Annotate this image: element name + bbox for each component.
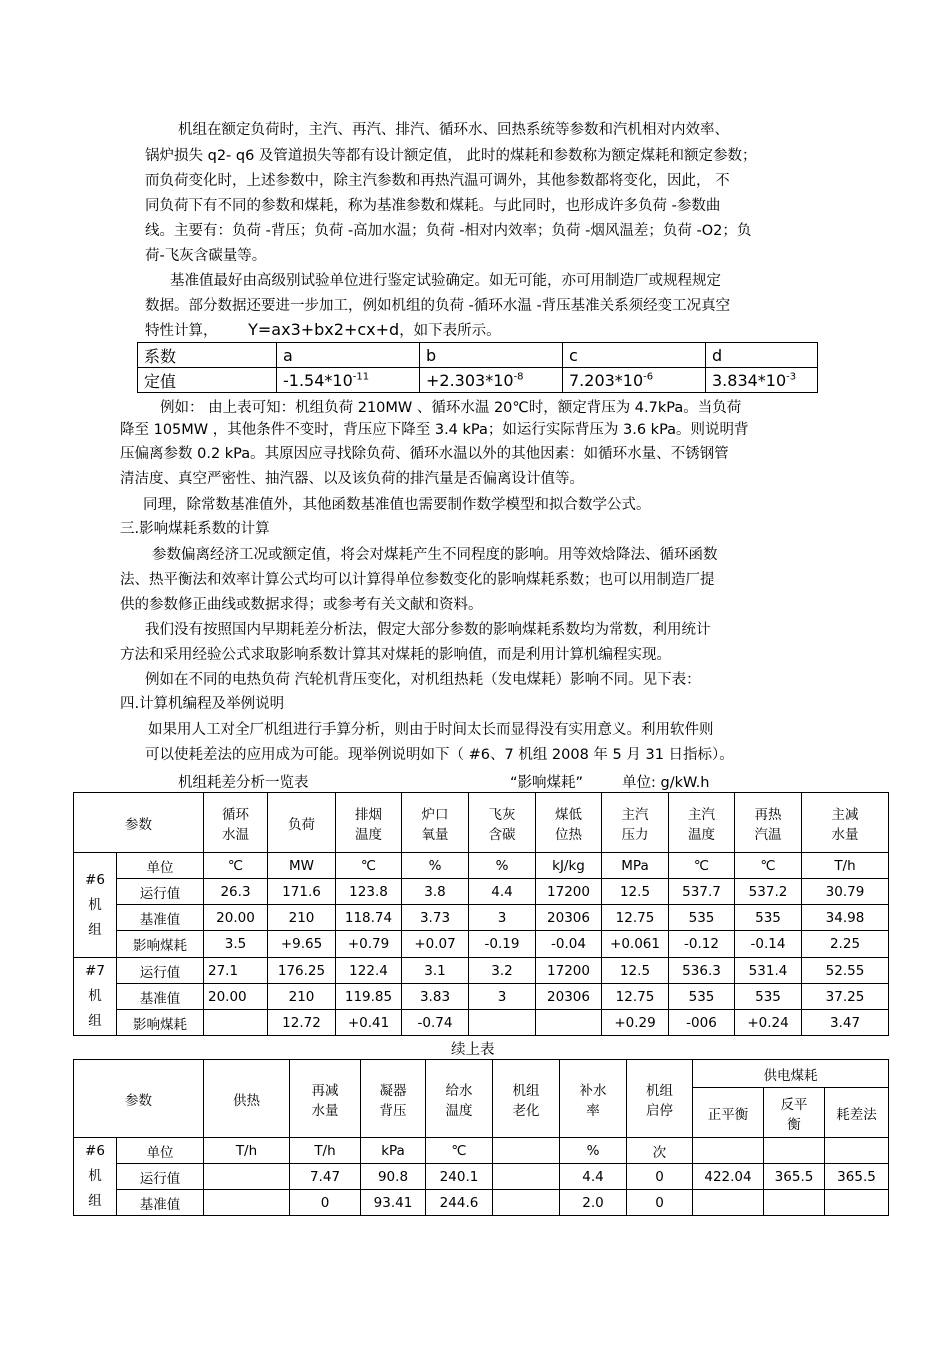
- para1-line2: 锅炉损失 q2- q6 及管道损失等都有设计额定值， 此时的煤耗和参数称为额定煤耗和额定参数；: [145, 148, 757, 164]
- table-cell: 537.2: [735, 879, 802, 905]
- group-header: 供电煤耗: [693, 1060, 889, 1088]
- row-label: 基准值: [117, 1190, 204, 1216]
- coef-value: $7.203*10^{-6}$: [563, 368, 706, 393]
- table-cell: 365.5: [825, 1164, 889, 1190]
- table-cell: 531.4: [735, 958, 802, 984]
- table-cell: 90.8: [361, 1164, 426, 1190]
- table-cell: [825, 1138, 889, 1164]
- coef-header: d: [706, 343, 818, 368]
- para1-line4: 同负荷下有不同的参数和煤耗，称为基准参数和煤耗。与此同时，也形成许多负荷 -参数曲: [145, 198, 721, 214]
- para3-line2: 降至 105MW ，其他条件不变时，背压应下降至 3.4 kPa；如运行实际背压为 3.6 kPa。则说明背: [120, 422, 749, 438]
- para1-line3: 而负荷变化时，上述参数中，除主汽参数和再热汽温可调外，其他参数都将变化，因此， 不: [145, 173, 730, 189]
- para3-line5: 同理，除常数基准值外，其他函数基准值也需要制作数学模型和拟合数学公式。: [143, 497, 651, 513]
- table-cell: T/h: [802, 853, 889, 879]
- table-cell: +9.65: [268, 931, 336, 958]
- table-cell: 537.7: [669, 879, 735, 905]
- sec3-line2: 法、热平衡法和效率计算公式均可以计算得单位参数变化的影响煤耗系数；也可以用制造厂提: [120, 572, 715, 588]
- table-cell: 3.2: [469, 958, 536, 984]
- table-cell: 3.47: [802, 1010, 889, 1036]
- table-cell: kJ/kg: [536, 853, 602, 879]
- table-cell: [469, 1010, 536, 1036]
- table-cell: 0: [627, 1164, 693, 1190]
- table-cell: 52.55: [802, 958, 889, 984]
- table-cell: +0.24: [735, 1010, 802, 1036]
- table-cell: 17200: [536, 958, 602, 984]
- table-cell: 93.41: [361, 1190, 426, 1216]
- column-header: 主减 水量: [802, 793, 889, 853]
- table-cell: 171.6: [268, 879, 336, 905]
- table2-caption: 续上表: [451, 1042, 495, 1058]
- row-label: 影响煤耗: [117, 931, 204, 958]
- para1-line5: 线。主要有：负荷 -背压；负荷 -高加水温；负荷 -相对内效率；负荷 -烟风温差；负荷 -O2；负: [145, 223, 752, 239]
- table-cell: [764, 1190, 825, 1216]
- table-cell: 122.4: [336, 958, 402, 984]
- table-cell: 210: [268, 905, 336, 931]
- column-header: 排烟 温度: [336, 793, 402, 853]
- table-cell: [493, 1138, 560, 1164]
- row-label: 基准值: [117, 984, 204, 1010]
- sec4-line1: 如果用人工对全厂机组进行手算分析，则由于时间太长而显得没有实用意义。利用软件则: [148, 722, 714, 738]
- table-cell: 118.74: [336, 905, 402, 931]
- row-label: 单位: [117, 853, 204, 879]
- column-header: 主汽 温度: [669, 793, 735, 853]
- table-cell: +0.41: [336, 1010, 402, 1036]
- table-cell: 26.3: [204, 879, 268, 905]
- coef-value-label: 定值: [138, 368, 277, 393]
- table-cell: [536, 1010, 602, 1036]
- table-cell: 536.3: [669, 958, 735, 984]
- table-cell: 3.73: [402, 905, 469, 931]
- coefficient-table: [137, 342, 818, 393]
- table-cell: -006: [669, 1010, 735, 1036]
- column-header: 给水 温度: [426, 1060, 493, 1138]
- row-label: 影响煤耗: [117, 1010, 204, 1036]
- table-cell: 535: [669, 984, 735, 1010]
- table-cell: %: [402, 853, 469, 879]
- table-cell: 2.0: [560, 1190, 627, 1216]
- table1-caption-unit: 单位: g/kW.h: [622, 775, 710, 791]
- column-header: 循环 水温: [204, 793, 268, 853]
- table-cell: 27.1: [204, 958, 268, 984]
- table-cell: -0.12: [669, 931, 735, 958]
- table-cell: [204, 1190, 290, 1216]
- para2-line2: 数据。部分数据还要进一步加工，例如机组的负荷 -循环水温 -背压基准关系须经变工况真空: [145, 298, 731, 314]
- table-cell: 535: [735, 984, 802, 1010]
- table-cell: 422.04: [693, 1164, 764, 1190]
- sec3-line6: 例如在不同的电热负荷 汽轮机背压变化，对机组热耗（发电煤耗）影响不同。见下表：: [145, 672, 701, 688]
- table-cell: 3.1: [402, 958, 469, 984]
- table-cell: kPa: [361, 1138, 426, 1164]
- row-label: 运行值: [117, 1164, 204, 1190]
- table-cell: +0.061: [602, 931, 669, 958]
- sec4-line2: 可以使耗差法的应用成为可能。现举例说明如下（ #6、7 机组 2008 年 5 月 31 日指标）。: [145, 747, 734, 763]
- table-cell: 12.72: [268, 1010, 336, 1036]
- column-header: 再热 汽温: [735, 793, 802, 853]
- sec3-line5: 方法和采用经验公式求取影响系数计算其对煤耗的影响值，而是利用计算机编程实现。: [120, 647, 671, 663]
- table-cell: 12.5: [602, 958, 669, 984]
- table-cell: 119.85: [336, 984, 402, 1010]
- para3-line3: 压偏离参数 0.2 kPa。其原因应寻找除负荷、循环水温以外的其他因素：如循环水量、不锈钢管: [120, 446, 729, 462]
- table-cell: 2.25: [802, 931, 889, 958]
- subheader: 反平 衡: [764, 1088, 825, 1138]
- table-cell: 17200: [536, 879, 602, 905]
- table-cell: MW: [268, 853, 336, 879]
- sec3-line3: 供的参数修正曲线或数据求得；或参考有关文献和资料。: [120, 597, 483, 613]
- table-cell: T/h: [204, 1138, 290, 1164]
- table-cell: 4.4: [560, 1164, 627, 1190]
- para2-line3-a: 特性计算，: [145, 323, 218, 339]
- table-cell: 244.6: [426, 1190, 493, 1216]
- column-header: 煤低 位热: [536, 793, 602, 853]
- table-cell: 20306: [536, 984, 602, 1010]
- table-cell: 210: [268, 984, 336, 1010]
- table-cell: [493, 1190, 560, 1216]
- table-cell: [764, 1138, 825, 1164]
- table-cell: %: [560, 1138, 627, 1164]
- table-cell: 20306: [536, 905, 602, 931]
- coef-value: $-1.54*10^{-11}$: [277, 368, 420, 393]
- coef-value: $+2.303*10^{-8}$: [420, 368, 563, 393]
- table-cell: 535: [669, 905, 735, 931]
- para2-line1: 基准值最好由高级别试验单位进行鉴定试验确定。如无可能，亦可用制造厂或规程规定: [170, 273, 721, 289]
- subheader: 正平衡: [693, 1088, 764, 1138]
- para2-line3-b: ，如下表所示。: [399, 323, 501, 339]
- table-cell: 535: [735, 905, 802, 931]
- table-cell: 次: [627, 1138, 693, 1164]
- row-label: 单位: [117, 1138, 204, 1164]
- table-cell: [204, 1164, 290, 1190]
- table-cell: -0.04: [536, 931, 602, 958]
- table-cell: 12.75: [602, 984, 669, 1010]
- table-cell: ℃: [204, 853, 268, 879]
- para1-line6: 荷-飞灰含碳量等。: [145, 248, 267, 264]
- table-cell: 0: [290, 1190, 361, 1216]
- column-header: 机组 启停: [627, 1060, 693, 1138]
- unit7-label: #7 机 组: [74, 958, 117, 1036]
- row-label: 基准值: [117, 905, 204, 931]
- row-label: 运行值: [117, 879, 204, 905]
- table-cell: -0.19: [469, 931, 536, 958]
- row-label: 运行值: [117, 958, 204, 984]
- para1-line1: 机组在额定负荷时，主汽、再汽、排汽、循环水、回热系统等参数和汽机相对内效率、: [178, 122, 729, 138]
- column-header: 机组 老化: [493, 1060, 560, 1138]
- param-header: 参数: [74, 793, 204, 853]
- coef-header: c: [563, 343, 706, 368]
- table-cell: ℃: [426, 1138, 493, 1164]
- unit6-label: #6 机 组: [74, 853, 117, 958]
- table-cell: 30.79: [802, 879, 889, 905]
- table-cell: MPa: [602, 853, 669, 879]
- table1-caption-metric: “影响煤耗”: [510, 775, 584, 791]
- unit6-label: #6 机 组: [74, 1138, 117, 1216]
- column-header: 主汽 压力: [602, 793, 669, 853]
- table-cell: -0.14: [735, 931, 802, 958]
- section4-title: 四.计算机编程及举例说明: [120, 696, 285, 712]
- column-header: 供热: [204, 1060, 290, 1138]
- table1-caption: 机组耗差分析一览表: [178, 775, 309, 791]
- table-cell: +0.07: [402, 931, 469, 958]
- table-cell: [693, 1138, 764, 1164]
- table-cell: %: [469, 853, 536, 879]
- table-cell: 3: [469, 984, 536, 1010]
- table-cell: +0.29: [602, 1010, 669, 1036]
- table-cell: 123.8: [336, 879, 402, 905]
- table-cell: [493, 1164, 560, 1190]
- column-header: 炉口 氧量: [402, 793, 469, 853]
- column-header: 补水 率: [560, 1060, 627, 1138]
- section3-title: 三.影响煤耗系数的计算: [120, 521, 270, 537]
- table-cell: 3: [469, 905, 536, 931]
- table-cell: [825, 1190, 889, 1216]
- table-cell: 37.25: [802, 984, 889, 1010]
- table-cell: [693, 1190, 764, 1216]
- column-header: 负荷: [268, 793, 336, 853]
- table-cell: +0.79: [336, 931, 402, 958]
- table-cell: 365.5: [764, 1164, 825, 1190]
- coef-header: a: [277, 343, 420, 368]
- param-header: 参数: [74, 1060, 204, 1138]
- table-cell: T/h: [290, 1138, 361, 1164]
- table-cell: 20.00: [204, 984, 268, 1010]
- table-cell: ℃: [669, 853, 735, 879]
- column-header: 飞灰 含碳: [469, 793, 536, 853]
- table-cell: 0: [627, 1190, 693, 1216]
- sec3-line1: 参数偏离经济工况或额定值，将会对煤耗产生不同程度的影响。用等效焓降法、循环函数: [152, 547, 718, 563]
- table-cell: -0.74: [402, 1010, 469, 1036]
- column-header: 凝器 背压: [361, 1060, 426, 1138]
- coal-consumption-table: [73, 792, 889, 1036]
- subheader: 耗差法: [825, 1088, 889, 1138]
- table-cell: ℃: [336, 853, 402, 879]
- coef-value: $3.834*10^{-3}$: [706, 368, 818, 393]
- sec3-line4: 我们没有按照国内早期耗差分析法，假定大部分参数的影响煤耗系数均为常数，利用统计: [145, 622, 711, 638]
- table-cell: 3.8: [402, 879, 469, 905]
- table-cell: 12.75: [602, 905, 669, 931]
- table-cell: 4.4: [469, 879, 536, 905]
- table-cell: 3.83: [402, 984, 469, 1010]
- column-header: 再减 水量: [290, 1060, 361, 1138]
- cubic-formula: Y=ax3+bx2+cx+d: [248, 320, 400, 339]
- para2-line3: [145, 320, 501, 341]
- table-cell: 34.98: [802, 905, 889, 931]
- table-cell: 176.25: [268, 958, 336, 984]
- table-cell: 20.00: [204, 905, 268, 931]
- para3-line4: 清洁度、真空严密性、抽汽器、以及该负荷的排汽量是否偏离设计值等。: [120, 471, 584, 487]
- coef-header: b: [420, 343, 563, 368]
- continued-table: [73, 1059, 889, 1216]
- coef-header: 系数: [138, 343, 277, 368]
- table-cell: [204, 1010, 268, 1036]
- table-cell: 3.5: [204, 931, 268, 958]
- table-cell: ℃: [735, 853, 802, 879]
- table-cell: 7.47: [290, 1164, 361, 1190]
- para3-line1: 例如： 由上表可知：机组负荷 210MW 、循环水温 20℃时，额定背压为 4.7kPa。当负荷: [160, 400, 742, 416]
- table-cell: 240.1: [426, 1164, 493, 1190]
- table-cell: 12.5: [602, 879, 669, 905]
